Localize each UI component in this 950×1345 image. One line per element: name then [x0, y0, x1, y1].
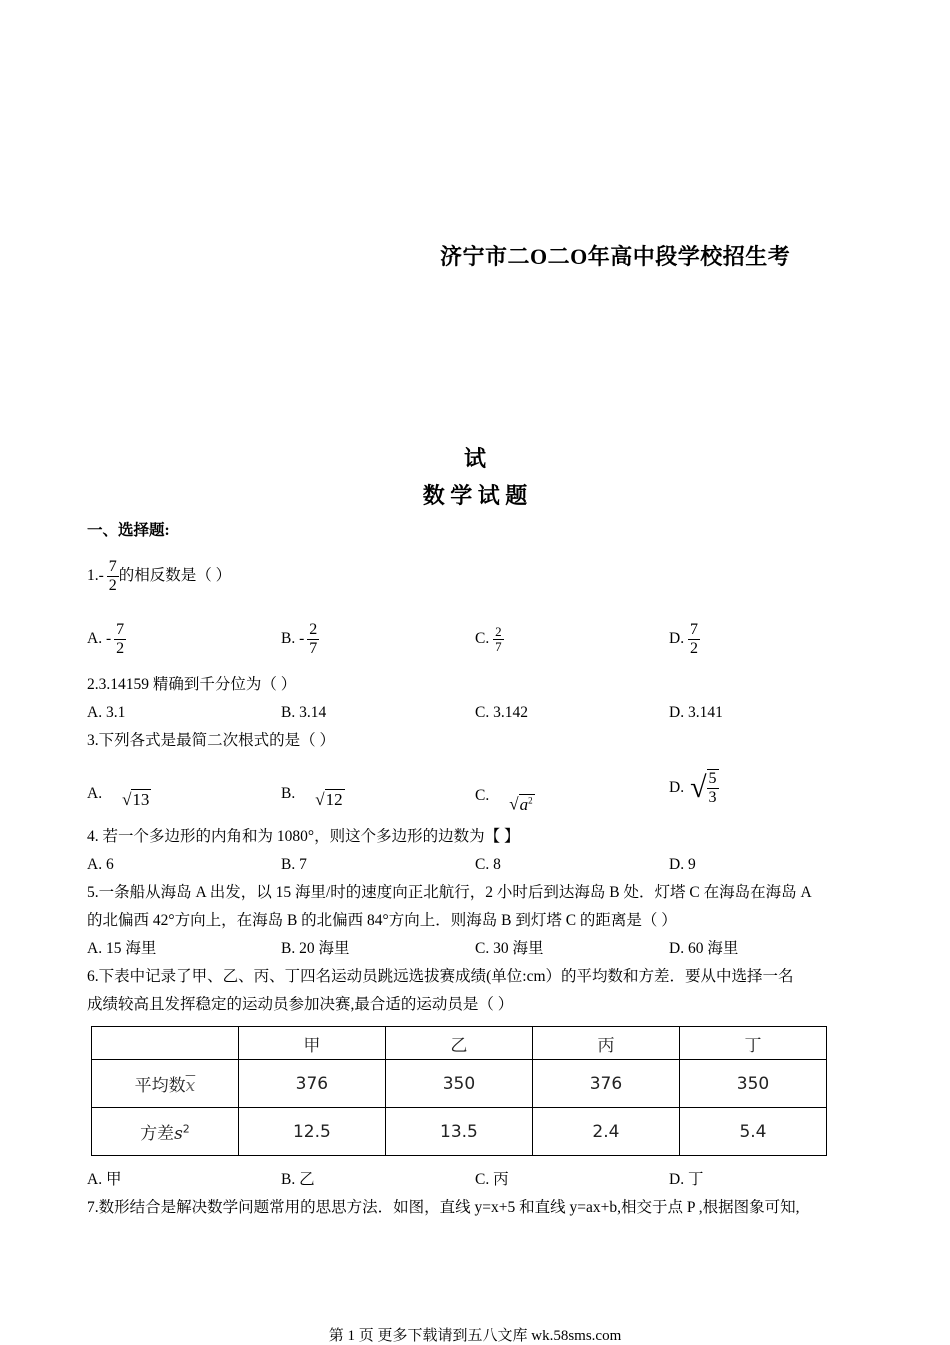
variance-symbol: s [174, 1124, 183, 1144]
q5-option-c: C. 30 海里 [475, 940, 544, 957]
sqrt-fraction [707, 769, 719, 807]
option-label: A. [87, 630, 103, 647]
q4-option-a: A. 6 [87, 856, 114, 873]
question-1-stem [87, 553, 231, 599]
q1-option-b [281, 616, 319, 662]
option-fraction [688, 621, 700, 658]
q5-option-d: D. 60 海里 [669, 940, 739, 957]
q2-option-c: C. 3.142 [475, 704, 528, 721]
section-heading: 一、选择题: [87, 522, 170, 539]
option-fraction [493, 625, 504, 654]
numerator: 7 [116, 620, 125, 638]
question-6-line1: 6.下表中记录了甲、乙、丙、丁四名运动员跳远选拔赛成绩(单位:cm）的平均数和方差．要从中选择一名 [87, 968, 794, 985]
table-cell: 5.4 [679, 1108, 826, 1156]
table-header-row [92, 1027, 827, 1060]
denominator: 2 [116, 639, 125, 657]
table-header-cell [92, 1027, 239, 1060]
question-3-stem: 3.下列各式是最简二次根式的是（ ） [87, 732, 336, 749]
q1-denominator: 2 [108, 576, 117, 594]
option-label: C. [475, 630, 490, 647]
option-label: D. [669, 779, 685, 796]
q5-option-a: A. 15 海里 [87, 940, 157, 957]
question-2-stem: 2.3.14159 精确到千分位为（ ） [87, 676, 297, 693]
option-label: D. [669, 630, 685, 647]
radicand [519, 794, 535, 814]
sqrt-sign: √ [690, 771, 707, 804]
q4-option-c: C. 8 [475, 856, 501, 873]
q2-option-a: A. 3.1 [87, 704, 126, 721]
mean-label: 平均数 [134, 1076, 186, 1096]
table-cell: 350 [679, 1060, 826, 1108]
stats-table [91, 1026, 827, 1156]
q3-option-c [475, 778, 535, 815]
variance-exponent: 2 [182, 1122, 190, 1136]
q6-option-d: D. 丁 [669, 1171, 704, 1188]
option-label: C. [475, 787, 490, 805]
table-header-cell: 甲 [238, 1027, 385, 1060]
q5-option-b: B. 20 海里 [281, 940, 350, 957]
variable: a [519, 794, 529, 814]
table-header-cell: 丁 [679, 1027, 826, 1060]
table-cell: 376 [532, 1060, 679, 1108]
q1-option-a [87, 616, 126, 662]
question-6-line2: 成绩较高且发挥稳定的运动员参加决赛,最合适的运动员是（ ） [87, 996, 514, 1013]
q1-option-c [475, 616, 504, 662]
q2-option-b: B. 3.14 [281, 704, 327, 721]
q4-option-d: D. 9 [669, 856, 696, 873]
denominator: 7 [495, 638, 502, 654]
sqrt-expression: √12 [315, 790, 343, 809]
q4-option-b: B. 7 [281, 856, 307, 873]
table-cell: 13.5 [385, 1108, 532, 1156]
q1-fraction [107, 558, 119, 595]
denominator: 2 [689, 639, 698, 657]
numerator: 2 [495, 623, 502, 639]
option-minus: - [105, 630, 112, 647]
sqrt-expression: $√a^2$ [509, 794, 533, 814]
exam-title: 济宁市二O二O年高中段学校招生考 [440, 244, 791, 269]
table-cell: 350 [385, 1060, 532, 1108]
table-cell: 12.5 [238, 1108, 385, 1156]
q3-option-b [281, 778, 345, 810]
q1-minus: - [98, 567, 104, 584]
table-cell: 2.4 [532, 1108, 679, 1156]
table-header-cell: 丙 [532, 1027, 679, 1060]
table-row-mean [92, 1060, 827, 1108]
exam-title-continuation: 试 [463, 446, 486, 471]
row-label-variance [92, 1108, 239, 1156]
question-5-line1: 5.一条船从海岛 A 出发，以 15 海里/时的速度向正北航行，2 小时后到达海岛 B 处．灯塔 C 在海岛在海岛 A [87, 884, 812, 901]
table-header-cell: 乙 [385, 1027, 532, 1060]
q6-option-b: B. 乙 [281, 1171, 315, 1188]
question-7-line1: 7.数形结合是解决数学问题常用的思思方法．如图，直线 y=x+5 和直线 y=ax+b,相交于点 P ,根据图象可知, [87, 1199, 800, 1216]
subject-title: 数 学 试 题 [422, 483, 528, 508]
numerator: 7 [689, 620, 698, 638]
radicand: 12 [325, 790, 343, 809]
variance-label: 方差 [140, 1124, 175, 1144]
denominator: 3 [708, 789, 717, 806]
option-minus: - [299, 630, 305, 647]
option-label: B. [281, 630, 296, 647]
question-4-stem: 4. 若一个多边形的内角和为 1080°，则这个多边形的边数为【 】 [87, 828, 520, 845]
row-label-mean [92, 1060, 239, 1108]
option-fraction [307, 621, 319, 658]
sqrt-expression: √13 [122, 790, 150, 809]
q1-numerator: 7 [108, 557, 117, 575]
numerator: 2 [309, 620, 318, 638]
q1-option-d [669, 616, 700, 662]
exponent: 2 [528, 795, 533, 805]
page-footer: 第 1 页 更多下载请到五八文库 wk.58sms.com [328, 1328, 622, 1344]
table-row-variance [92, 1108, 827, 1156]
q3-option-d [669, 763, 719, 813]
option-label: A. [87, 785, 103, 802]
numerator: 5 [708, 770, 717, 787]
q2-option-d: D. 3.141 [669, 704, 723, 721]
q6-option-a: A. 甲 [87, 1171, 122, 1188]
question-5-line2: 的北偏西 42°方向上，在海岛 B 的北偏西 84°方向上．则海岛 B 到灯塔 C 的距离是（ ） [87, 912, 677, 929]
mean-symbol: $\overline{x}$ [185, 1076, 196, 1096]
option-label: B. [281, 785, 296, 802]
radicand: 13 [132, 790, 150, 809]
q3-option-a [87, 778, 151, 810]
option-fraction [114, 621, 126, 658]
q1-suffix: 的相反数是（ ） [118, 567, 232, 584]
q1-number: 1. [87, 567, 99, 584]
denominator: 7 [309, 639, 318, 657]
q6-option-c: C. 丙 [475, 1171, 509, 1188]
table-cell: 376 [238, 1060, 385, 1108]
